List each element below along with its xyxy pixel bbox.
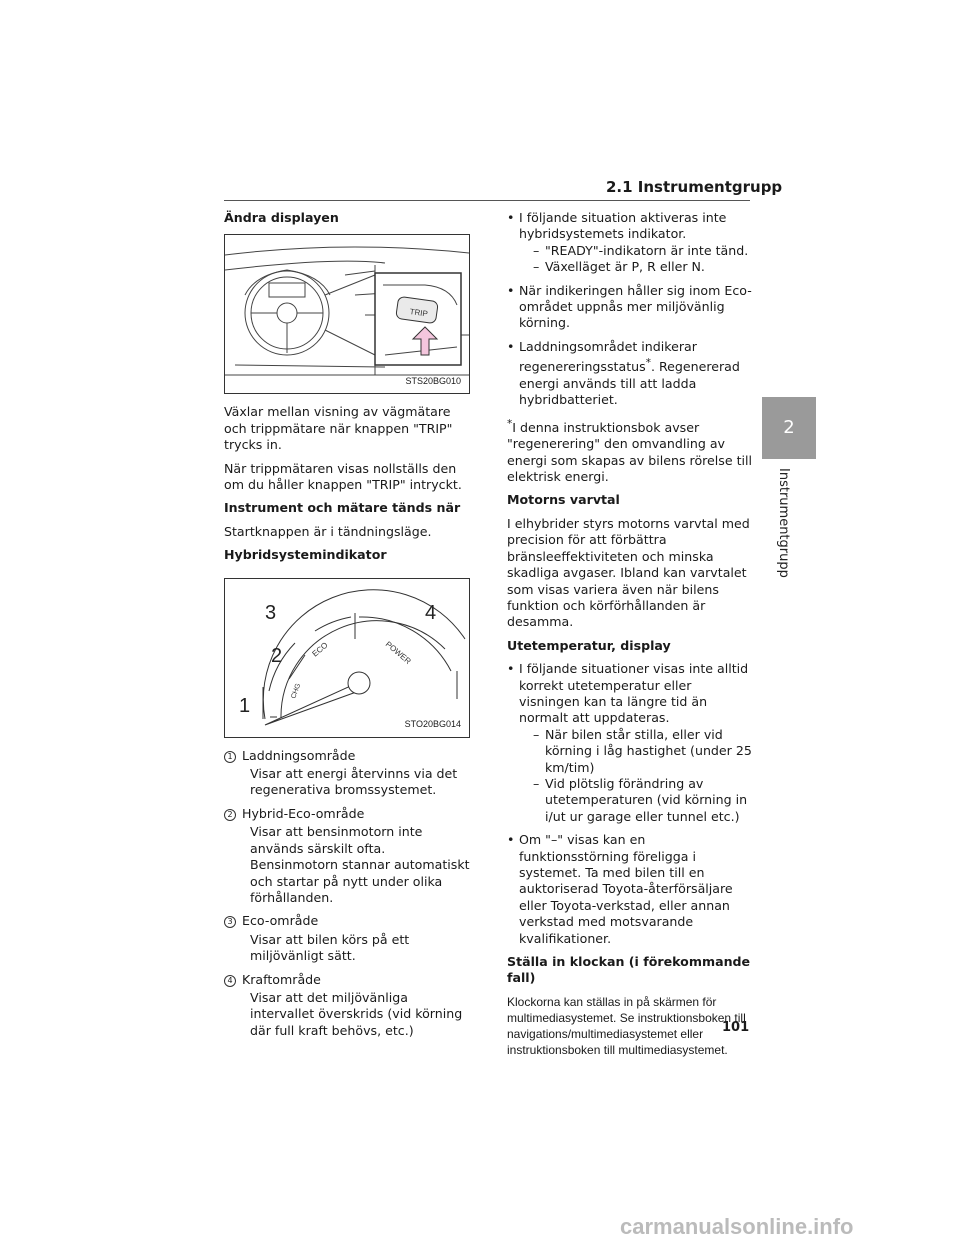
- bullet-text: Om "–" visas kan en funktionsstörning föreligga i systemet. Ta med bilen till en auktoriserad Toyota-återförsäljare eller Toyota-verkstad, eller annan verkstad med motsvarande kvalifikationer.: [519, 832, 733, 946]
- bullet-hybrid-inactive: [507, 210, 753, 276]
- item-number-badge: 2: [224, 809, 236, 821]
- item-title: Hybrid-Eco-område: [242, 805, 365, 821]
- item-number-badge: 1: [224, 751, 236, 763]
- bullet-eco: [507, 283, 753, 332]
- bullet-malfunction: [507, 832, 753, 947]
- dash-text: Växelläget är P, R eller N.: [545, 259, 705, 275]
- list-item: [224, 748, 474, 764]
- bullet-charge: [507, 339, 753, 409]
- para-clock: Klockorna kan ställas in på skärmen för multimediasystemet. Se instruktionsboken till navigations/multimediasystemet eller instruktionsboken till multimediasystemet.: [507, 994, 746, 1057]
- heading-change-display: Ändra displayen: [224, 210, 339, 225]
- heading-engine-speed: Motorns varvtal: [507, 492, 620, 508]
- bullet-temp: [507, 661, 753, 825]
- list-item: [224, 806, 474, 822]
- section-header: 2.1 Instrumentgrupp: [606, 178, 783, 196]
- figure-trip-button: [224, 234, 470, 394]
- item-number-badge: 3: [224, 916, 236, 928]
- heading-hybrid-indicator: Hybridsystemindikator: [224, 547, 387, 563]
- footnote-text: I denna instruktionsbok avser "regenerering" den omvandling av energi som skapas av bilens rörelse till elektrisk energi.: [507, 419, 753, 485]
- gauge-label-eco: ECO: [310, 640, 330, 659]
- chapter-tab: 2: [762, 397, 816, 459]
- gauge-label-chg: CHG: [290, 682, 303, 700]
- item-number-badge: 4: [224, 975, 236, 987]
- para-switch: Växlar mellan visning av vägmätare och trippmätare när knappen "TRIP" trycks in.: [224, 404, 453, 453]
- dashboard-illustration: [225, 235, 469, 393]
- list-item: [224, 913, 474, 929]
- right-column: [507, 210, 753, 1065]
- dash-text: Vid plötslig förändring av utetemperaturen (vid körning in i/ut ur garage eller tunnel etc.): [545, 775, 748, 824]
- para-engine: I elhybrider styrs motorns varvtal med precision för att förbättra bränsleeffektiviteten och minska skadliga avgaser. Ibland kan varvtalet som visas variera även när bilens funktion och körförhållanden är desamma.: [507, 515, 750, 630]
- item-title: Kraftområde: [242, 971, 321, 987]
- dash-item: – Vid plötslig förändring av utetemperaturen (vid körning in i/ut ur garage eller tunnel etc.): [533, 775, 748, 824]
- para-reset: När trippmätaren visas nollställs den om du håller knappen "TRIP" intryckt.: [224, 460, 462, 493]
- page-number: 101: [722, 1020, 750, 1035]
- dash-item: – När bilen står stilla, eller vid körning i låg hastighet (under 25 km/tim): [533, 726, 752, 775]
- item-text: Visar att bensinmotorn inte används särskilt ofta. Bensinmotorn stannar automatiskt och startar på nytt under olika förhållanden.: [250, 824, 470, 905]
- figure2-code: STO20BG014: [404, 719, 461, 730]
- trip-label: TRIP: [409, 307, 429, 319]
- para-start: Startknappen är i tändningsläge.: [224, 523, 432, 539]
- callout-3: 3: [265, 601, 277, 624]
- bullet-text: När indikeringen håller sig inom Eco-området uppnås mer miljövänlig körning.: [519, 282, 752, 331]
- hybrid-gauge-illustration: [225, 579, 469, 737]
- item-title: Eco-område: [242, 913, 319, 929]
- callout-2: 2: [271, 644, 283, 667]
- watermark: carmanualsonline.info: [620, 1214, 854, 1239]
- gauge-label-power: POWER: [383, 639, 413, 666]
- bullet-text-cont: . Regenererad energi används till att ladda hybridbatteriet.: [519, 359, 740, 408]
- bullet-text: Laddningsområdet indikerar regenereringsstatus: [519, 338, 697, 375]
- item-text: Visar att bilen körs på ett miljövänligt sätt.: [250, 931, 410, 964]
- heading-outside-temp: Utetemperatur, display: [507, 637, 671, 653]
- footnote: [507, 416, 753, 486]
- left-column: [224, 210, 474, 1046]
- list-item: [224, 972, 474, 988]
- figure1-code: STS20BG010: [405, 376, 461, 386]
- footnote-marker: *: [645, 357, 651, 370]
- dash-item: – "READY"-indikatorn är inte tänd.: [533, 242, 749, 258]
- dash-text: "READY"-indikatorn är inte tänd.: [545, 242, 749, 258]
- chapter-tab-label: Instrumentgrupp: [776, 468, 791, 578]
- footnote-marker: *: [507, 417, 513, 430]
- heading-instruments-on: Instrument och mätare tänds när: [224, 500, 461, 516]
- callout-4: 4: [425, 601, 437, 624]
- dash-text: När bilen står stilla, eller vid körning i låg hastighet (under 25 km/tim): [545, 726, 752, 775]
- heading-clock: Ställa in klockan (i förekommande fall): [507, 954, 751, 986]
- bullet-text: I följande situation aktiveras inte hybridsystemets indikator.: [519, 210, 727, 242]
- callout-1: 1: [239, 694, 251, 717]
- item-text: Visar att energi återvinns via det regenerativa bromssystemet.: [250, 766, 458, 798]
- item-text: Visar att det miljövänliga intervallet överskrids (vid körning där full kraft behövs, etc.): [250, 989, 463, 1038]
- bullet-text: I följande situationer visas inte alltid korrekt utetemperatur eller visningen kan ta längre tid än normalt att uppdateras.: [519, 661, 749, 726]
- figure-hybrid-gauge: [224, 578, 470, 738]
- item-title: Laddningsområde: [242, 747, 356, 763]
- header-divider: [224, 200, 750, 201]
- dash-item: – Växelläget är P, R eller N.: [533, 259, 705, 275]
